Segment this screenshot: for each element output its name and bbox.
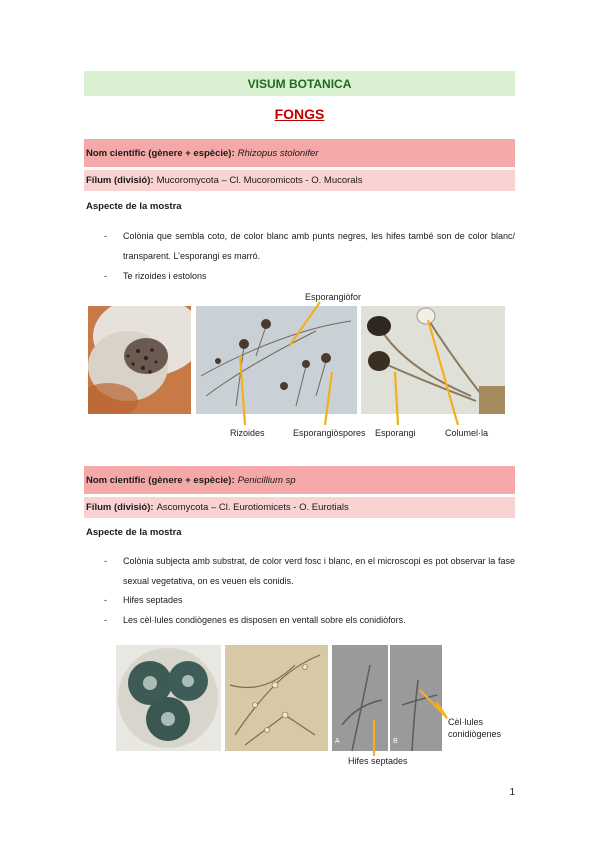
panel-b-label: B xyxy=(393,738,398,745)
page-number: 1 xyxy=(509,787,515,798)
aspect-heading: Aspecte de la mostra xyxy=(86,201,182,212)
label-hifes-septades: Hifes septades xyxy=(348,756,408,766)
label-columella: Columel·la xyxy=(445,428,489,438)
scientific-name-value: Rhizopus stolonifer xyxy=(237,147,319,159)
phylum-label: Fílum (divisió): xyxy=(86,502,154,513)
list-item: - Colònia que sembla coto, de color blanc amb punts negres, les hifes també son de color blanc/ transparent. L’esporangi es marró. xyxy=(104,231,515,261)
section-title: FONGS xyxy=(274,106,325,122)
aspect-heading: Aspecte de la mostra xyxy=(86,527,182,538)
panel-a-label: A xyxy=(335,738,340,745)
phylum-value: Ascomycota – Cl. Eurotiomicets - O. Eurotials xyxy=(156,502,349,513)
label-cellules-conidiogenes: Cèl·lules conidiògenes xyxy=(448,717,502,739)
label-esporangiofor: Esporangiòfor xyxy=(305,292,362,302)
list-item: - Colònia subjecta amb substrat, de color verd fosc i blanc, en el microscopi es pot observar la fase sexual vegetativa, on es veuen els conidis. xyxy=(104,556,515,586)
list-item: - Te rizoides i estolons xyxy=(104,271,207,281)
list-item: - Les cèl·lules condiògenes es disposen en ventall sobre els conidiòfors. xyxy=(104,615,406,625)
scientific-name-label: Nom científic (gènere + espècie): xyxy=(86,474,235,486)
phylum-value: Mucoromycota – Cl. Mucoromicots - O. Mucorals xyxy=(156,175,363,186)
label-esporangi: Esporangi xyxy=(375,428,416,438)
scientific-name-label: Nom científic (gènere + espècie): xyxy=(86,147,235,159)
scientific-name-value: Penicillium sp xyxy=(237,474,296,486)
label-rizoides: Rizoides xyxy=(230,428,265,438)
phylum-label: Fílum (divisió): xyxy=(86,175,154,186)
list-item: - Hifes septades xyxy=(104,595,183,605)
document-title: VISUM BOTANICA xyxy=(84,71,515,96)
label-esporangiospores: Esporangiòspores xyxy=(293,428,366,438)
